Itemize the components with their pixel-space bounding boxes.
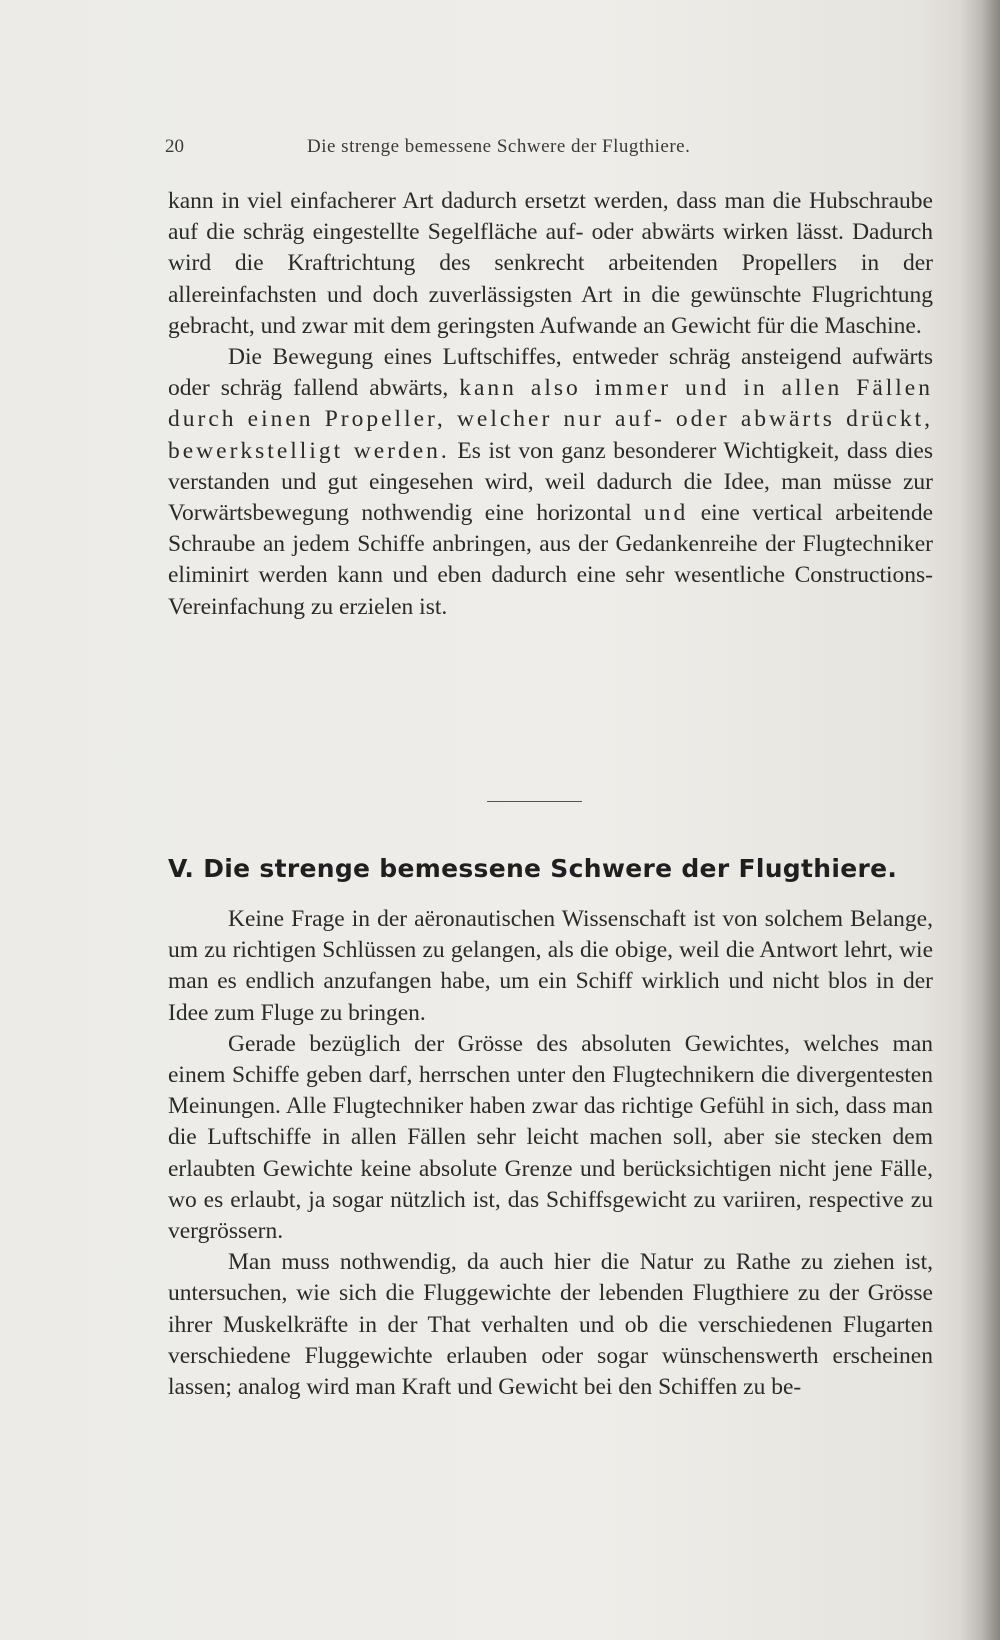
paragraph: kann in viel einfacherer Art dadurch ersetzt werden, dass man die Hubschraube auf die schräg eingestellte Segelfläche auf- oder abwärts wirken lässt. Dadurch wird die Kraftrichtung des senkrecht arbeitenden Propellers in der allereinfachsten und doch zuverlässigsten Art in die gewünschte Flugrichtung gebracht, und zwar mit dem geringsten Aufwande an Gewicht für die Maschine. bbox=[168, 188, 933, 339]
paragraph bbox=[168, 342, 933, 623]
section-a-text bbox=[168, 186, 933, 623]
page-number: 20 bbox=[165, 136, 184, 157]
paragraph-text: Die Bewegung eines Luftschiffes, entweder schräg ansteigend aufwärts oder schräg fallend abwärts, bbox=[168, 344, 933, 402]
emphasized-text: kann also immer und in allen Fällen durch einen Propeller, welcher nur auf- oder abwärts drückt, bewerkstelligt werden. bbox=[168, 375, 933, 464]
chapter-heading: V. Die strenge bemessene Schwere der Flugthiere. bbox=[168, 854, 898, 883]
paragraph: Man muss nothwendig, da auch hier die Natur zu Rathe zu ziehen ist, untersuchen, wie sich die Fluggewichte der lebenden Flugthiere zu der Grösse ihrer Muskelkräfte in der That verhalten und ob die verschiedenen Flugarten verschiedene Fluggewichte erlauben oder sogar wünschenswerth erscheinen lassen; analog wird man Kraft und Gewicht bei den Schiffen zu be- bbox=[168, 1249, 933, 1401]
paragraph: Gerade bezüglich der Grösse des absoluten Gewichtes, welches man einem Schiffe geben darf, herrschen unter den Flugtechnikern die divergentesten Meinungen. Alle Flugtechniker haben zwar das richtige Gefühl in sich, dass man die Luftschiffe in allen Fällen sehr leicht machen soll, aber sie stecken dem erlaubten Gewichte keine absolute Grenze und berücksichtigen nicht jene Fälle, wo es erlaubt, ja sogar nützlich ist, das Schiffsgewicht zu variiren, respective zu vergrössern. bbox=[168, 1030, 933, 1245]
running-title: Die strenge bemessene Schwere der Flugthiere. bbox=[307, 136, 691, 157]
section-b-text bbox=[168, 904, 933, 1403]
paragraph-text: Es ist von ganz besonderer Wichtigkeit, dass dies verstanden und gut eingesehen wird, weil dadurch die Idee, man müsse zur Vorwärtsbewegung nothwendig eine horizontal bbox=[168, 437, 933, 527]
paragraph-text: eine vertical arbeitende Schraube an jedem Schiffe anbringen, aus der Gedankenreihe der Flugtechniker eliminirt werden kann und eben dadurch eine sehr wesentliche Constructions-Vereinfachung zu erzielen ist. bbox=[168, 500, 933, 620]
page-edge-shadow bbox=[960, 0, 1000, 1640]
paragraph: Keine Frage in der aëronautischen Wissenschaft ist von solchem Belange, um zu richtigen Schlüssen zu gelangen, als die obige, weil die Antwort lehrt, wie man es endlich anzufangen habe, um ein Schiff wirklich und nicht blos in der Idee zum Fluge zu bringen. bbox=[168, 906, 933, 1026]
emphasized-text: und bbox=[644, 500, 689, 527]
section-divider bbox=[487, 801, 582, 802]
